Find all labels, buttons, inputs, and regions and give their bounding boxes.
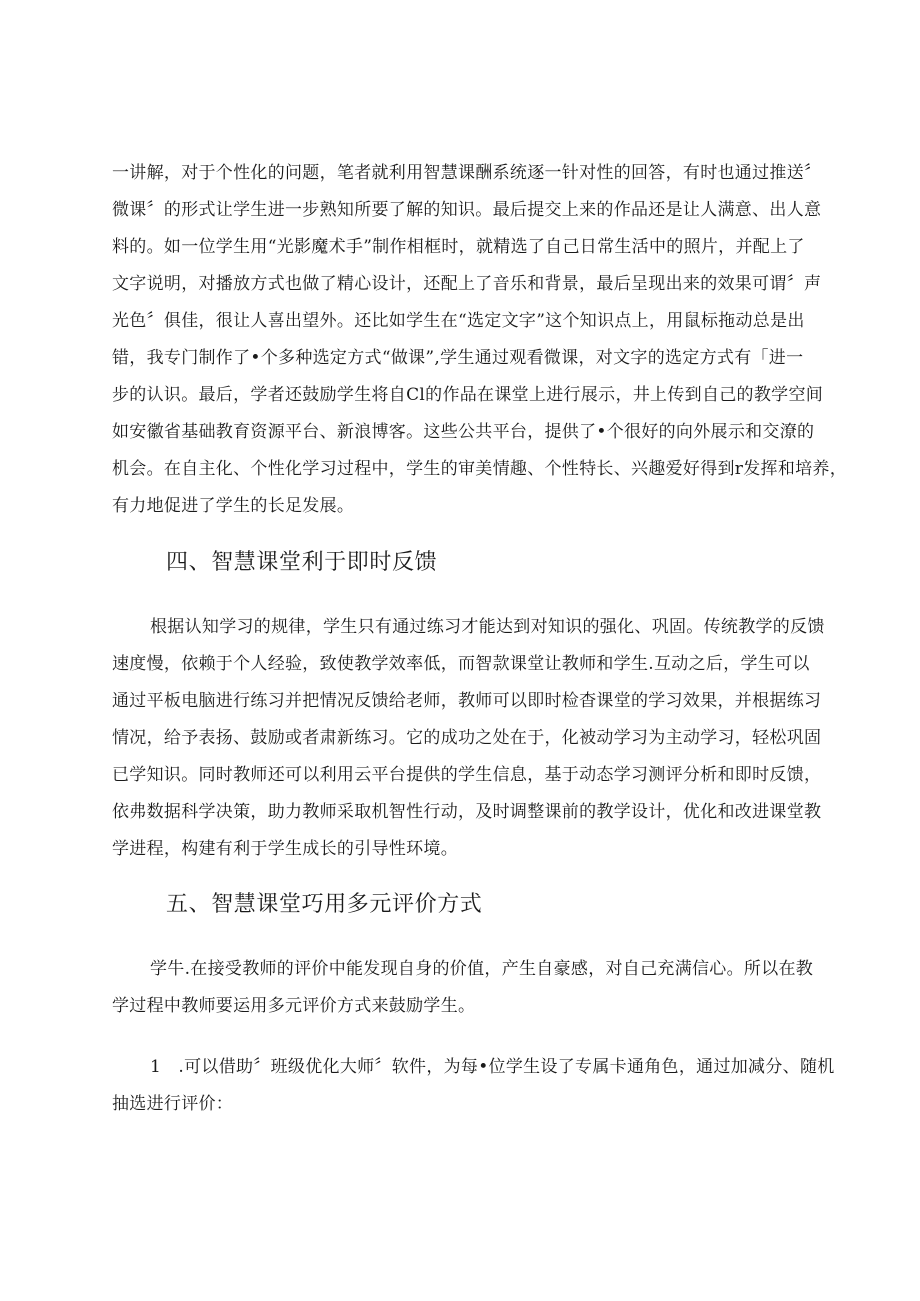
- text-line: 通过平板电脑进行练习并把情况反馈给老师，教师可以即时检杳课堂的学习效果，并根据练习: [112, 691, 822, 711]
- text-line: 如安徽省基础教育资源平台、新浪博客。这些公共平台，提供了•个很好的向外展示和交潦的: [112, 422, 815, 442]
- text-line: 已学知识。同时教师还可以利用云平台提供的学生信息，基于动态学习测评分析和即时反馈，: [112, 765, 822, 785]
- text-line: 学进程，构建有利于学生成长的引导性环境。: [112, 839, 458, 859]
- text-line: 学过程中教师要运用多元评价方式来鼓励学生。: [112, 996, 476, 1016]
- text-line: 错，我专门制作了•个多种选定方式“做课”,学生通过观看微课，对文字的选定方式有「进一: [112, 348, 804, 368]
- text-line: 机会。在自主化、个性化学习过程中，学生的审美情趣、个性特长、兴趣爱好得到r发挥和培养，: [112, 459, 848, 479]
- text-line: 光色〞俱佳，很让人喜出望外。还比如学生在“选定文字”这个知识点上，用鼠标拖动总是出: [112, 311, 805, 331]
- text-line: 文字说明，对播放方式也做了精心设计，还配上了音乐和背景，最后呈现出来的效果可谓〞声: [112, 274, 822, 294]
- text-line: 速度慢，依赖于个人经验，致使教学效率低，而智款课堂让教师和学生.互动之后，学生可以: [112, 654, 810, 674]
- text-line: 情况，给予表扬、鼓励或者肃新练习。它的成功之处在于，化被动学习为主动学习，轻松巩固: [112, 728, 822, 748]
- text-line: 微课〞的形式让学生进一步熟知所要了解的知识。最后提交上来的作品还是让人满意、出人意: [112, 200, 822, 220]
- text-line: 一讲解，对于个性化的问题，笔者就利用智慧课酬系统逐一针对性的回答，有时也通过推送〞: [112, 163, 822, 183]
- text-line: 抽选进行评价：: [112, 1094, 234, 1114]
- text-line: 根据认知学习的规律，学生只有通过练习才能达到对知识的强化、巩固。传统教学的反馈: [150, 617, 825, 637]
- text-line: 有力地促进了学生的长足发展。: [112, 496, 355, 516]
- text-line: 步的认识。最后，学者还鼓励学生将自Cl的作品在课堂上进行展示，井上传到自己的教学空间: [112, 385, 824, 405]
- text-line: 学牛.在接受教师的评价中能发现自身的价值，产生自豪感，对自己充满信心。所以在教: [150, 959, 814, 979]
- text-line: 料的。如一位学生用“光影魔术手”制作相框时，就精选了自己日常生活中的照片，并配上了: [112, 237, 805, 257]
- text-line: 1 .可以借助〞班级优化大师〞软件，为每•位学生设了专属卡通角色，通过加减分、随机: [150, 1057, 835, 1077]
- text-line: 依弗数据科学决策，助力教师采取机智性行动，及时调整课前的教学设计，优化和改进课堂教: [112, 802, 822, 822]
- section-heading-5: 五、智慧课堂巧用多元评价方式: [166, 892, 483, 917]
- section-heading-4: 四、智慧课堂利于即时反馈: [166, 550, 438, 575]
